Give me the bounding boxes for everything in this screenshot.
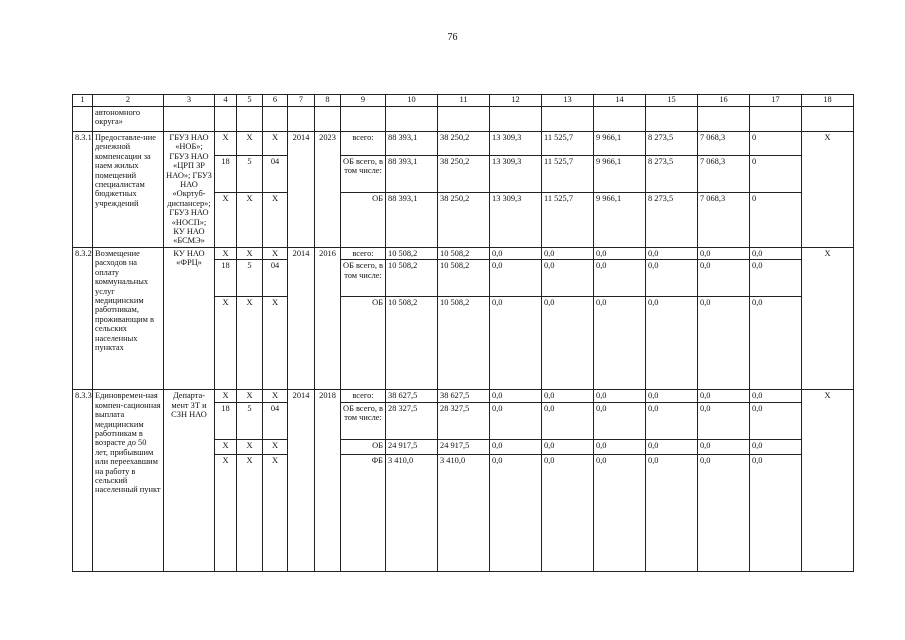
column-number-header: 17 (750, 95, 802, 107)
amount-cell: 13 309,3 (490, 155, 542, 192)
code-col4: Х (215, 439, 237, 454)
executor-name: КУ НАО «ФРЦ» (164, 247, 215, 389)
empty-cell (341, 107, 386, 132)
amount-cell: 0,0 (490, 439, 542, 454)
code-col5: 5 (237, 402, 263, 439)
code-col5: Х (237, 247, 263, 259)
amount-cell: 0,0 (698, 260, 750, 297)
code-col5: Х (237, 454, 263, 571)
year-end: 2016 (315, 247, 341, 389)
row-code: 8.3.2 (73, 247, 93, 389)
code-col6: 04 (263, 155, 288, 192)
column-number-header: 7 (288, 95, 315, 107)
year-start: 2014 (288, 247, 315, 389)
amount-cell: 88 393,1 (386, 192, 438, 247)
amount-cell: 0,0 (490, 297, 542, 390)
col18-mark: Х (802, 247, 854, 389)
amount-cell: 0,0 (594, 402, 646, 439)
column-number-header: 1 (73, 95, 93, 107)
column-number-header: 13 (542, 95, 594, 107)
column-number-header: 10 (386, 95, 438, 107)
program-activities-table (72, 94, 854, 572)
code-col4: Х (215, 192, 237, 247)
code-col6: Х (263, 297, 288, 390)
amount-cell: 8 273,5 (646, 192, 698, 247)
amount-cell: 0,0 (750, 260, 802, 297)
code-col5: Х (237, 297, 263, 390)
empty-cell (315, 107, 341, 132)
code-col4: 18 (215, 260, 237, 297)
code-col6: 04 (263, 402, 288, 439)
empty-cell (237, 107, 263, 132)
code-col4: Х (215, 390, 237, 402)
activity-name: Единовремен-ная компен-сационная выплата медицинским работникам в возрасте до 50 лет, прибывшим или переехавшим на работу в сельский населенный пункт (93, 390, 164, 571)
code-col6: Х (263, 132, 288, 156)
amount-cell: 0,0 (750, 247, 802, 259)
amount-cell: 0,0 (750, 454, 802, 571)
funding-label: всего: (341, 247, 386, 259)
amount-cell: 8 273,5 (646, 155, 698, 192)
amount-cell: 88 393,1 (386, 132, 438, 156)
amount-cell: 0,0 (542, 390, 594, 402)
amount-cell: 0,0 (490, 402, 542, 439)
row-code: 8.3.3 (73, 390, 93, 571)
executor-cell (164, 107, 215, 132)
amount-cell: 0,0 (542, 439, 594, 454)
activity-total-row (73, 247, 854, 259)
executor-name: ГБУЗ НАО «НОБ»; ГБУЗ НАО «ЦРП ЗР НАО»; ГБУЗ НАО «Окртуб-диспансер»; ГБУЗ НАО «НОСП»; КУ НАО «БСМЭ» (164, 132, 215, 248)
amount-cell: 7 068,3 (698, 132, 750, 156)
amount-cell: 0,0 (646, 402, 698, 439)
amount-cell: 8 273,5 (646, 132, 698, 156)
code-col5: Х (237, 192, 263, 247)
code-col5: 5 (237, 155, 263, 192)
code-col6: Х (263, 192, 288, 247)
amount-cell: 10 508,2 (386, 297, 438, 390)
empty-cell (490, 107, 542, 132)
code-col6: Х (263, 454, 288, 571)
amount-cell: 0,0 (542, 247, 594, 259)
column-number-header: 11 (438, 95, 490, 107)
amount-cell: 0,0 (698, 390, 750, 402)
empty-cell (802, 107, 854, 132)
column-number-header: 5 (237, 95, 263, 107)
funding-label: ФБ (341, 454, 386, 571)
code-col4: Х (215, 132, 237, 156)
amount-cell: 0,0 (646, 260, 698, 297)
amount-cell: 0,0 (542, 402, 594, 439)
column-number-header: 4 (215, 95, 237, 107)
amount-cell: 0,0 (490, 247, 542, 259)
column-number-header: 8 (315, 95, 341, 107)
amount-cell: 0,0 (490, 260, 542, 297)
amount-cell: 10 508,2 (438, 297, 490, 390)
amount-cell: 0,0 (698, 402, 750, 439)
amount-cell: 13 309,3 (490, 132, 542, 156)
amount-cell: 0,0 (698, 439, 750, 454)
code-col6: Х (263, 390, 288, 402)
column-number-header: 18 (802, 95, 854, 107)
amount-cell: 0,0 (594, 247, 646, 259)
page-number: 76 (447, 32, 458, 43)
empty-cell (646, 107, 698, 132)
column-number-header: 9 (341, 95, 386, 107)
empty-cell (386, 107, 438, 132)
amount-cell: 38 250,2 (438, 132, 490, 156)
amount-cell: 11 525,7 (542, 192, 594, 247)
empty-cell (288, 107, 315, 132)
column-number-header: 15 (646, 95, 698, 107)
amount-cell: 0,0 (646, 439, 698, 454)
amount-cell: 13 309,3 (490, 192, 542, 247)
amount-cell: 11 525,7 (542, 132, 594, 156)
year-end: 2018 (315, 390, 341, 571)
amount-cell: 3 410,0 (386, 454, 438, 571)
amount-cell: 38 250,2 (438, 192, 490, 247)
empty-cell (750, 107, 802, 132)
funding-label: всего: (341, 132, 386, 156)
amount-cell: 0,0 (594, 390, 646, 402)
amount-cell: 38 627,5 (438, 390, 490, 402)
year-start: 2014 (288, 132, 315, 248)
amount-cell: 0,0 (594, 297, 646, 390)
amount-cell: 11 525,7 (542, 155, 594, 192)
amount-cell: 0,0 (646, 247, 698, 259)
code-col4: Х (215, 454, 237, 571)
amount-cell: 0 (750, 132, 802, 156)
amount-cell: 7 068,3 (698, 192, 750, 247)
column-number-header: 12 (490, 95, 542, 107)
amount-cell: 7 068,3 (698, 155, 750, 192)
code-col5: Х (237, 132, 263, 156)
amount-cell: 0,0 (698, 297, 750, 390)
amount-cell: 9 966,1 (594, 132, 646, 156)
amount-cell: 10 508,2 (386, 260, 438, 297)
amount-cell: 38 627,5 (386, 390, 438, 402)
amount-cell: 0,0 (490, 390, 542, 402)
code-col5: 5 (237, 260, 263, 297)
amount-cell: 38 250,2 (438, 155, 490, 192)
empty-cell (263, 107, 288, 132)
amount-cell: 10 508,2 (438, 260, 490, 297)
code-col5: Х (237, 390, 263, 402)
amount-cell: 0,0 (750, 402, 802, 439)
row-code: 8.3.1 (73, 132, 93, 248)
code-col6: Х (263, 439, 288, 454)
amount-cell: 0,0 (542, 260, 594, 297)
column-number-header: 2 (93, 95, 164, 107)
year-start: 2014 (288, 390, 315, 571)
col18-mark: Х (802, 132, 854, 248)
column-number-header: 6 (263, 95, 288, 107)
amount-cell: 0,0 (646, 297, 698, 390)
funding-label: всего: (341, 390, 386, 402)
amount-cell: 28 327,5 (438, 402, 490, 439)
amount-cell: 0,0 (750, 439, 802, 454)
code-col4: 18 (215, 155, 237, 192)
continuation-row (73, 107, 854, 132)
code-col5: Х (237, 439, 263, 454)
code-col6: Х (263, 247, 288, 259)
activity-total-row (73, 132, 854, 156)
amount-cell: 9 966,1 (594, 192, 646, 247)
funding-label: ОБ всего, в том числе: (341, 402, 386, 439)
amount-cell: 9 966,1 (594, 155, 646, 192)
amount-cell: 10 508,2 (386, 247, 438, 259)
year-end: 2023 (315, 132, 341, 248)
funding-label: ОБ (341, 297, 386, 390)
amount-cell: 0,0 (698, 454, 750, 571)
funding-label: ОБ всего, в том числе: (341, 155, 386, 192)
amount-cell: 24 917,5 (438, 439, 490, 454)
amount-cell: 0,0 (698, 247, 750, 259)
activity-name: Возмещение расходов на оплату коммунальных услуг медицинским работникам, проживающим в сельских населенных пунктах (93, 247, 164, 389)
amount-cell: 3 410,0 (438, 454, 490, 571)
amount-cell: 0,0 (542, 297, 594, 390)
amount-cell: 0,0 (646, 454, 698, 571)
continuation-text: автономного округа» (93, 107, 164, 132)
activity-name: Предоставле-ние денежной компенсации за наем жилых помещений специалистам бюджетных учреждений (93, 132, 164, 248)
code-col4: Х (215, 297, 237, 390)
amount-cell: 88 393,1 (386, 155, 438, 192)
amount-cell: 0,0 (594, 260, 646, 297)
amount-cell: 24 917,5 (386, 439, 438, 454)
empty-cell (594, 107, 646, 132)
code-col6: 04 (263, 260, 288, 297)
amount-cell: 0,0 (594, 454, 646, 571)
funding-label: ОБ всего, в том числе: (341, 260, 386, 297)
empty-cell (438, 107, 490, 132)
amount-cell: 0,0 (542, 454, 594, 571)
col18-mark: Х (802, 390, 854, 571)
column-number-header: 3 (164, 95, 215, 107)
amount-cell: 0,0 (750, 297, 802, 390)
code-col4: 18 (215, 402, 237, 439)
activity-total-row (73, 390, 854, 402)
column-number-row (73, 95, 854, 107)
empty-cell (698, 107, 750, 132)
amount-cell: 0,0 (750, 390, 802, 402)
amount-cell: 0,0 (646, 390, 698, 402)
empty-cell (542, 107, 594, 132)
amount-cell: 0,0 (490, 454, 542, 571)
column-number-header: 16 (698, 95, 750, 107)
amount-cell: 28 327,5 (386, 402, 438, 439)
amount-cell: 0 (750, 155, 802, 192)
amount-cell: 0 (750, 192, 802, 247)
funding-label: ОБ (341, 192, 386, 247)
column-number-header: 14 (594, 95, 646, 107)
executor-name: Департа-мент ЗТ и СЗН НАО (164, 390, 215, 571)
amount-cell: 0,0 (594, 439, 646, 454)
row-code-cell (73, 107, 93, 132)
code-col4: Х (215, 247, 237, 259)
empty-cell (215, 107, 237, 132)
funding-label: ОБ (341, 439, 386, 454)
amount-cell: 10 508,2 (438, 247, 490, 259)
